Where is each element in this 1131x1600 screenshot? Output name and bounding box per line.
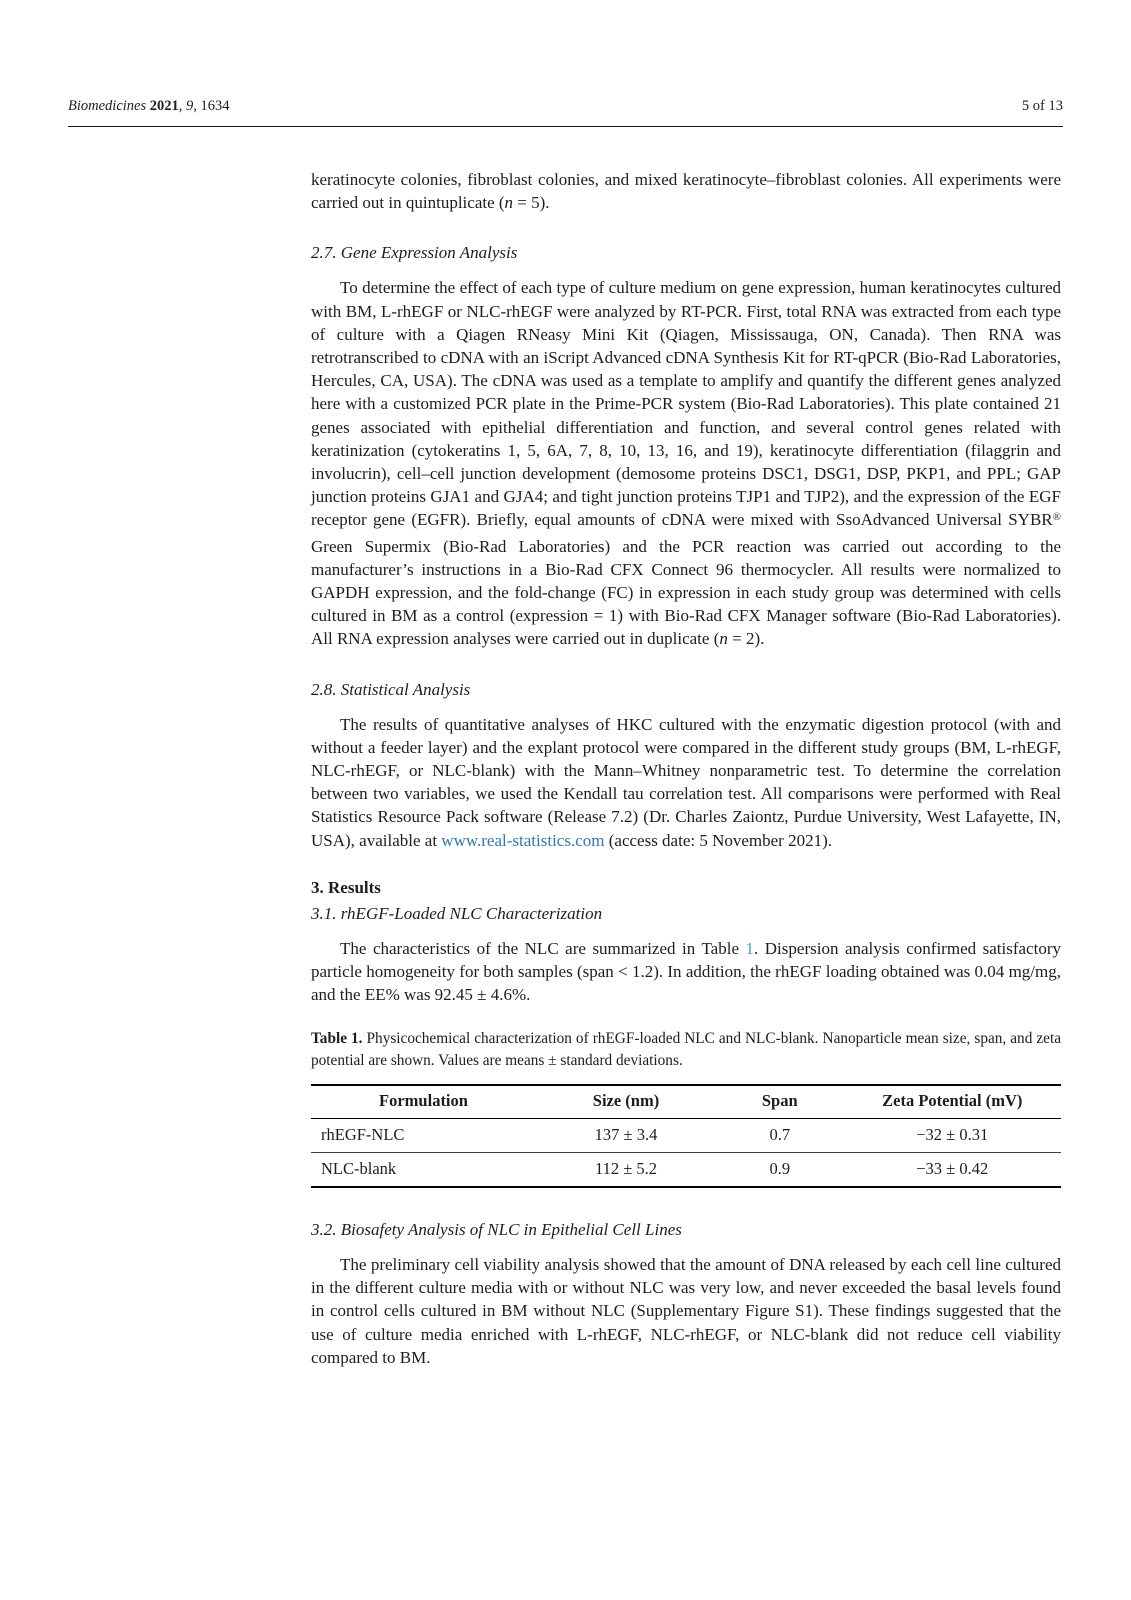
registered-trademark-symbol: ® [1052, 510, 1061, 523]
paragraph-biosafety: The preliminary cell viability analysis showed that the amount of DNA released by each cell line cultured in the different culture media with or without NLC was very low, and never exceeded the basal levels found in control cells cultured in BM without NLC (Supplementary Figure S1). These findings suggested that the use of culture media enriched with L-rhEGF, NLC-rhEGF, or NLC-blank did not reduce cell viability compared to BM. [311, 1254, 1061, 1367]
paragraph-text: keratinocyte colonies, fibroblast colonies, and mixed keratinocyte–fibroblast colonies. All experiments were carried out in quintuplicate ( [311, 170, 1061, 213]
paragraph-text: The results of quantitative analyses of HKC cultured with the enzymatic digestion protocol (with and without a feeder layer) and the explant protocol were compared in the different study groups (BM, L-rhEGF, NLC-rhEGF, or NLC-blank) with the Mann–Whitney nonparametric test. To determine the correlation between two variables, we used the Kendall tau correlation test. All comparisons were performed with Real Statistics Resource Pack software (Release 7.2) (Dr. Charles Zaiontz, Purdue University, West Lafayette, IN, USA), available at [311, 714, 1061, 850]
table-caption-label: Table 1. [311, 1030, 363, 1048]
article-body [311, 168, 1061, 1369]
journal-year: 2021 [149, 98, 179, 114]
paragraph-nlc-characterization [311, 937, 1061, 1007]
table-caption-text: Physicochemical characterization of rhEGF-loaded NLC and NLC-blank. Nanoparticle mean size, span, and zeta potential are shown. Values are means ± standard deviations. [311, 1030, 1062, 1069]
column-header-span: Span [716, 1085, 844, 1119]
journal-name: Biomedicines [68, 98, 147, 114]
section-heading-3-1: 3.1. rhEGF-Loaded NLC Characterization [311, 903, 603, 923]
section-heading-2-7: 2.7. Gene Expression Analysis [311, 243, 518, 263]
table-1-caption [311, 1028, 1061, 1070]
journal-citation [68, 97, 230, 115]
paragraph-text: The characteristics of the NLC are summarized in Table [340, 938, 746, 958]
header-rule [68, 126, 1063, 127]
table-row [311, 1118, 1061, 1152]
paragraph-text: = 5). [513, 193, 550, 213]
real-statistics-link[interactable]: www.real-statistics.com [441, 830, 605, 850]
paragraph-text: = 2). [727, 629, 765, 649]
variable-n: n [719, 629, 728, 649]
cell-size: 137 ± 3.4 [536, 1118, 716, 1152]
paragraph-text: (access date: 5 November 2021). [604, 830, 833, 850]
cell-span: 0.9 [769, 1158, 791, 1178]
column-header-zeta-potential: Zeta Potential (mV) [844, 1085, 1062, 1119]
column-header-formulation: Formulation [311, 1085, 536, 1119]
cell-size: 112 ± 5.2 [594, 1158, 658, 1178]
variable-n: n [504, 193, 514, 213]
paragraph-text: Green Supermix (Bio-Rad Laboratories) and the PCR reaction was carried out according to the manufacturer’s instructions in a Bio-Rad CFX Connect 96 thermocycler. All results were normalized to GAPDH expression, and the fold-change (FC) in expression in each study group was determined with cells cultured in BM as a control (expression = 1) with Bio-Rad CFX Manager software (Bio-Rad Laboratories). All RNA expression analyses were carried out in duplicate ( [311, 536, 1061, 649]
section-heading-3-2: 3.2. Biosafety Analysis of NLC in Epithelial Cell Lines [311, 1219, 682, 1239]
page-number: 5 of 13 [1021, 98, 1063, 114]
table-1-reference-link[interactable]: 1 [745, 938, 755, 958]
table-header-row [311, 1085, 1061, 1119]
paragraph-gene-expression [311, 276, 1061, 650]
section-heading-3-results: 3. Results [311, 877, 381, 897]
column-header-size: Size (nm) [536, 1085, 716, 1119]
journal-article-number: , 1634 [193, 98, 230, 114]
running-header [68, 97, 1063, 115]
table-row [311, 1152, 1061, 1187]
cell-formulation: NLC-blank [321, 1158, 397, 1178]
journal-citation-comma: , [178, 98, 186, 114]
journal-volume: 9 [186, 98, 194, 114]
cell-zeta: −33 ± 0.42 [916, 1158, 989, 1178]
cell-zeta: −32 ± 0.31 [844, 1118, 1062, 1152]
paragraph-text: To determine the effect of each type of culture medium on gene expression, human keratinocytes cultured with BM, L-rhEGF or NLC-rhEGF were analyzed by RT-PCR. First, total RNA was extracted from each type of culture with a Qiagen RNeasy Mini Kit (Qiagen, Mississauga, ON, Canada). Then RNA was retrotranscribed to cDNA with an iScript Advanced cDNA Synthesis Kit for RT-qPCR (Bio-Rad Laboratories, Hercules, CA, USA). The cDNA was used as a template to amplify and quantify the different genes analyzed here with a customized PCR plate in the Prime-PCR system (Bio-Rad Laboratories). This plate contained 21 genes associated with epithelial differentiation and function, and several control genes related with keratinization (cytokeratins 1, 5, 6A, 7, 8, 10, 13, 16, and 19), keratinocyte differentiation (filaggrin and involucrin), cell–cell junction development (demosome proteins DSC1, DSG1, DSP, PKP1, and PPL; GAP junction proteins GJA1 and GJA4; and tight junction proteins TJP1 and TJP2), and the expression of the EGF receptor gene (EGFR). Briefly, equal amounts of cDNA were mixed with SsoAdvanced Universal SYBR [311, 278, 1061, 530]
paragraph-text: . Dispersion analysis confirmed satisfactory particle homogeneity for both samples (span < 1.2). In addition, the rhEGF loading obtained was 0.04 mg/mg, and the EE% was 92.45 ± 4.6%. [311, 938, 1061, 1005]
paragraph-intro-continuation [311, 168, 1061, 214]
paragraph-statistical-analysis [311, 713, 1061, 852]
table-1 [311, 1084, 1061, 1188]
section-heading-2-8: 2.8. Statistical Analysis [311, 679, 471, 699]
cell-formulation: rhEGF-NLC [311, 1118, 536, 1152]
cell-span: 0.7 [716, 1118, 844, 1152]
